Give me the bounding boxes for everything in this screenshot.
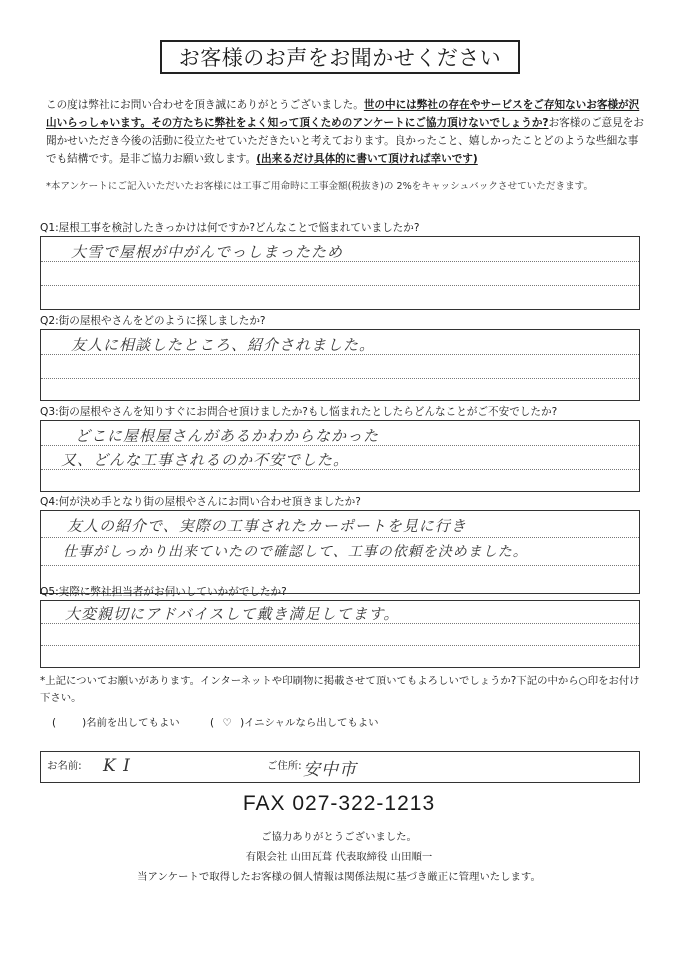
intro-p2-underlined: (出来るだけ具体的に書いて頂ければ幸いです) (256, 153, 478, 165)
question-4-answer-box[interactable] (40, 510, 640, 594)
address-value: 安中市 (303, 760, 357, 780)
question-1-answer-1: 大雪で屋根が中がんでっしまったため (71, 243, 344, 261)
intro-p2: お客様のご意見をお聞かせいただき今後の活動に役立たせていただきたいと考えております。良かったこと、嬉しかったことどのような些細な事でも結構です。是非ご協力お願い致します。 (46, 117, 644, 165)
question-2-answer-1: 友人に相談したところ、紹介されました。 (71, 336, 376, 354)
page-title: お客様のお声をお聞かせください (160, 40, 520, 74)
intro-p1: この度は弊社にお問い合わせを頂き誠にありがとうございました。 (46, 99, 364, 111)
question-1-label: Q1:屋根工事を検討したきっかけは何ですか?どんなことで悩まれていましたか? (40, 222, 420, 234)
question-5-label: Q5:実際に弊社担当者がお伺いしていかがでしたか? (40, 586, 287, 598)
cashback-note: *本アンケートにご記入いただいたお客様には工事ご用命時に工事金額(税抜き)の 2%をキャッシュバックさせていただきます。 (46, 181, 594, 192)
question-1-answer-box[interactable] (40, 236, 640, 310)
answer-line (41, 378, 639, 379)
option-name-ok[interactable]: ( )名前を出してもよい (52, 717, 180, 729)
company-name: 有限会社 山田瓦葺 代表取締役 山田順一 (245, 851, 433, 863)
question-4-label: Q4:何が決め手となり街の屋根やさんにお問い合わせ頂きましたか? (40, 496, 361, 508)
intro-text (46, 96, 646, 168)
heart-mark-icon: ♡ (222, 717, 232, 729)
question-4-answer-2: 仕事がしっかり出来ていたので確認して、工事の依頼を決めました。 (63, 544, 528, 560)
question-2-answer-box[interactable] (40, 329, 640, 401)
question-5-answer-box[interactable] (40, 600, 640, 668)
question-5-answer-1: 大変親切にアドバイスして戴き満足してます。 (65, 605, 400, 623)
question-4-answer-1: 友人の紹介で、実際の工事されたカーポートを見に行き (67, 517, 467, 535)
answer-line (41, 537, 639, 538)
name-value: K I (103, 756, 131, 776)
answer-line (41, 565, 639, 566)
question-3-answer-1: どこに屋根屋さんがあるかわからなかった (75, 427, 380, 445)
publication-request: *上記についてお願いがあります。インターネットや印刷物に掲載させて頂いてもよろしいでしょうか?下記の中から○印をお付け下さい。 (40, 675, 640, 704)
name-address-box[interactable] (40, 751, 640, 783)
fax-number: FAX 027-322-1213 (242, 792, 436, 815)
option-initials-label: )イニシャルなら出してもよい (240, 717, 379, 729)
intro-p1-underlined: 世の中には弊社の存在やサービスをご存知ないお客様が沢山いらっしゃいます。その方たちに弊社をよく知って頂くためのアンケートにご協力頂けないでしょうか? (46, 99, 640, 129)
address-label: ご住所: (267, 760, 302, 772)
option-name-label: )名前を出してもよい (82, 717, 180, 729)
question-3-answer-2: 又、どんな工事されるのか不安でした。 (61, 451, 350, 469)
option-initials-ok[interactable]: ( ♡ )イニシャルなら出してもよい (210, 717, 379, 729)
question-3-answer-box[interactable] (40, 420, 640, 492)
question-3-label: Q3:街の屋根やさんを知りすぐにお問合せ頂けましたか?もし悩まれたとしたらどんなことがご不安でしたか? (40, 406, 558, 418)
answer-line (41, 285, 639, 286)
question-2-label: Q2:街の屋根やさんをどのように探しましたか? (40, 315, 266, 327)
thanks-text: ご協力ありがとうございました。 (261, 831, 417, 843)
privacy-notice: 当アンケートで取得したお客様の個人情報は関係法規に基づき厳正に管理いたします。 (137, 871, 541, 883)
answer-line (41, 645, 639, 646)
name-label: お名前: (47, 760, 82, 772)
